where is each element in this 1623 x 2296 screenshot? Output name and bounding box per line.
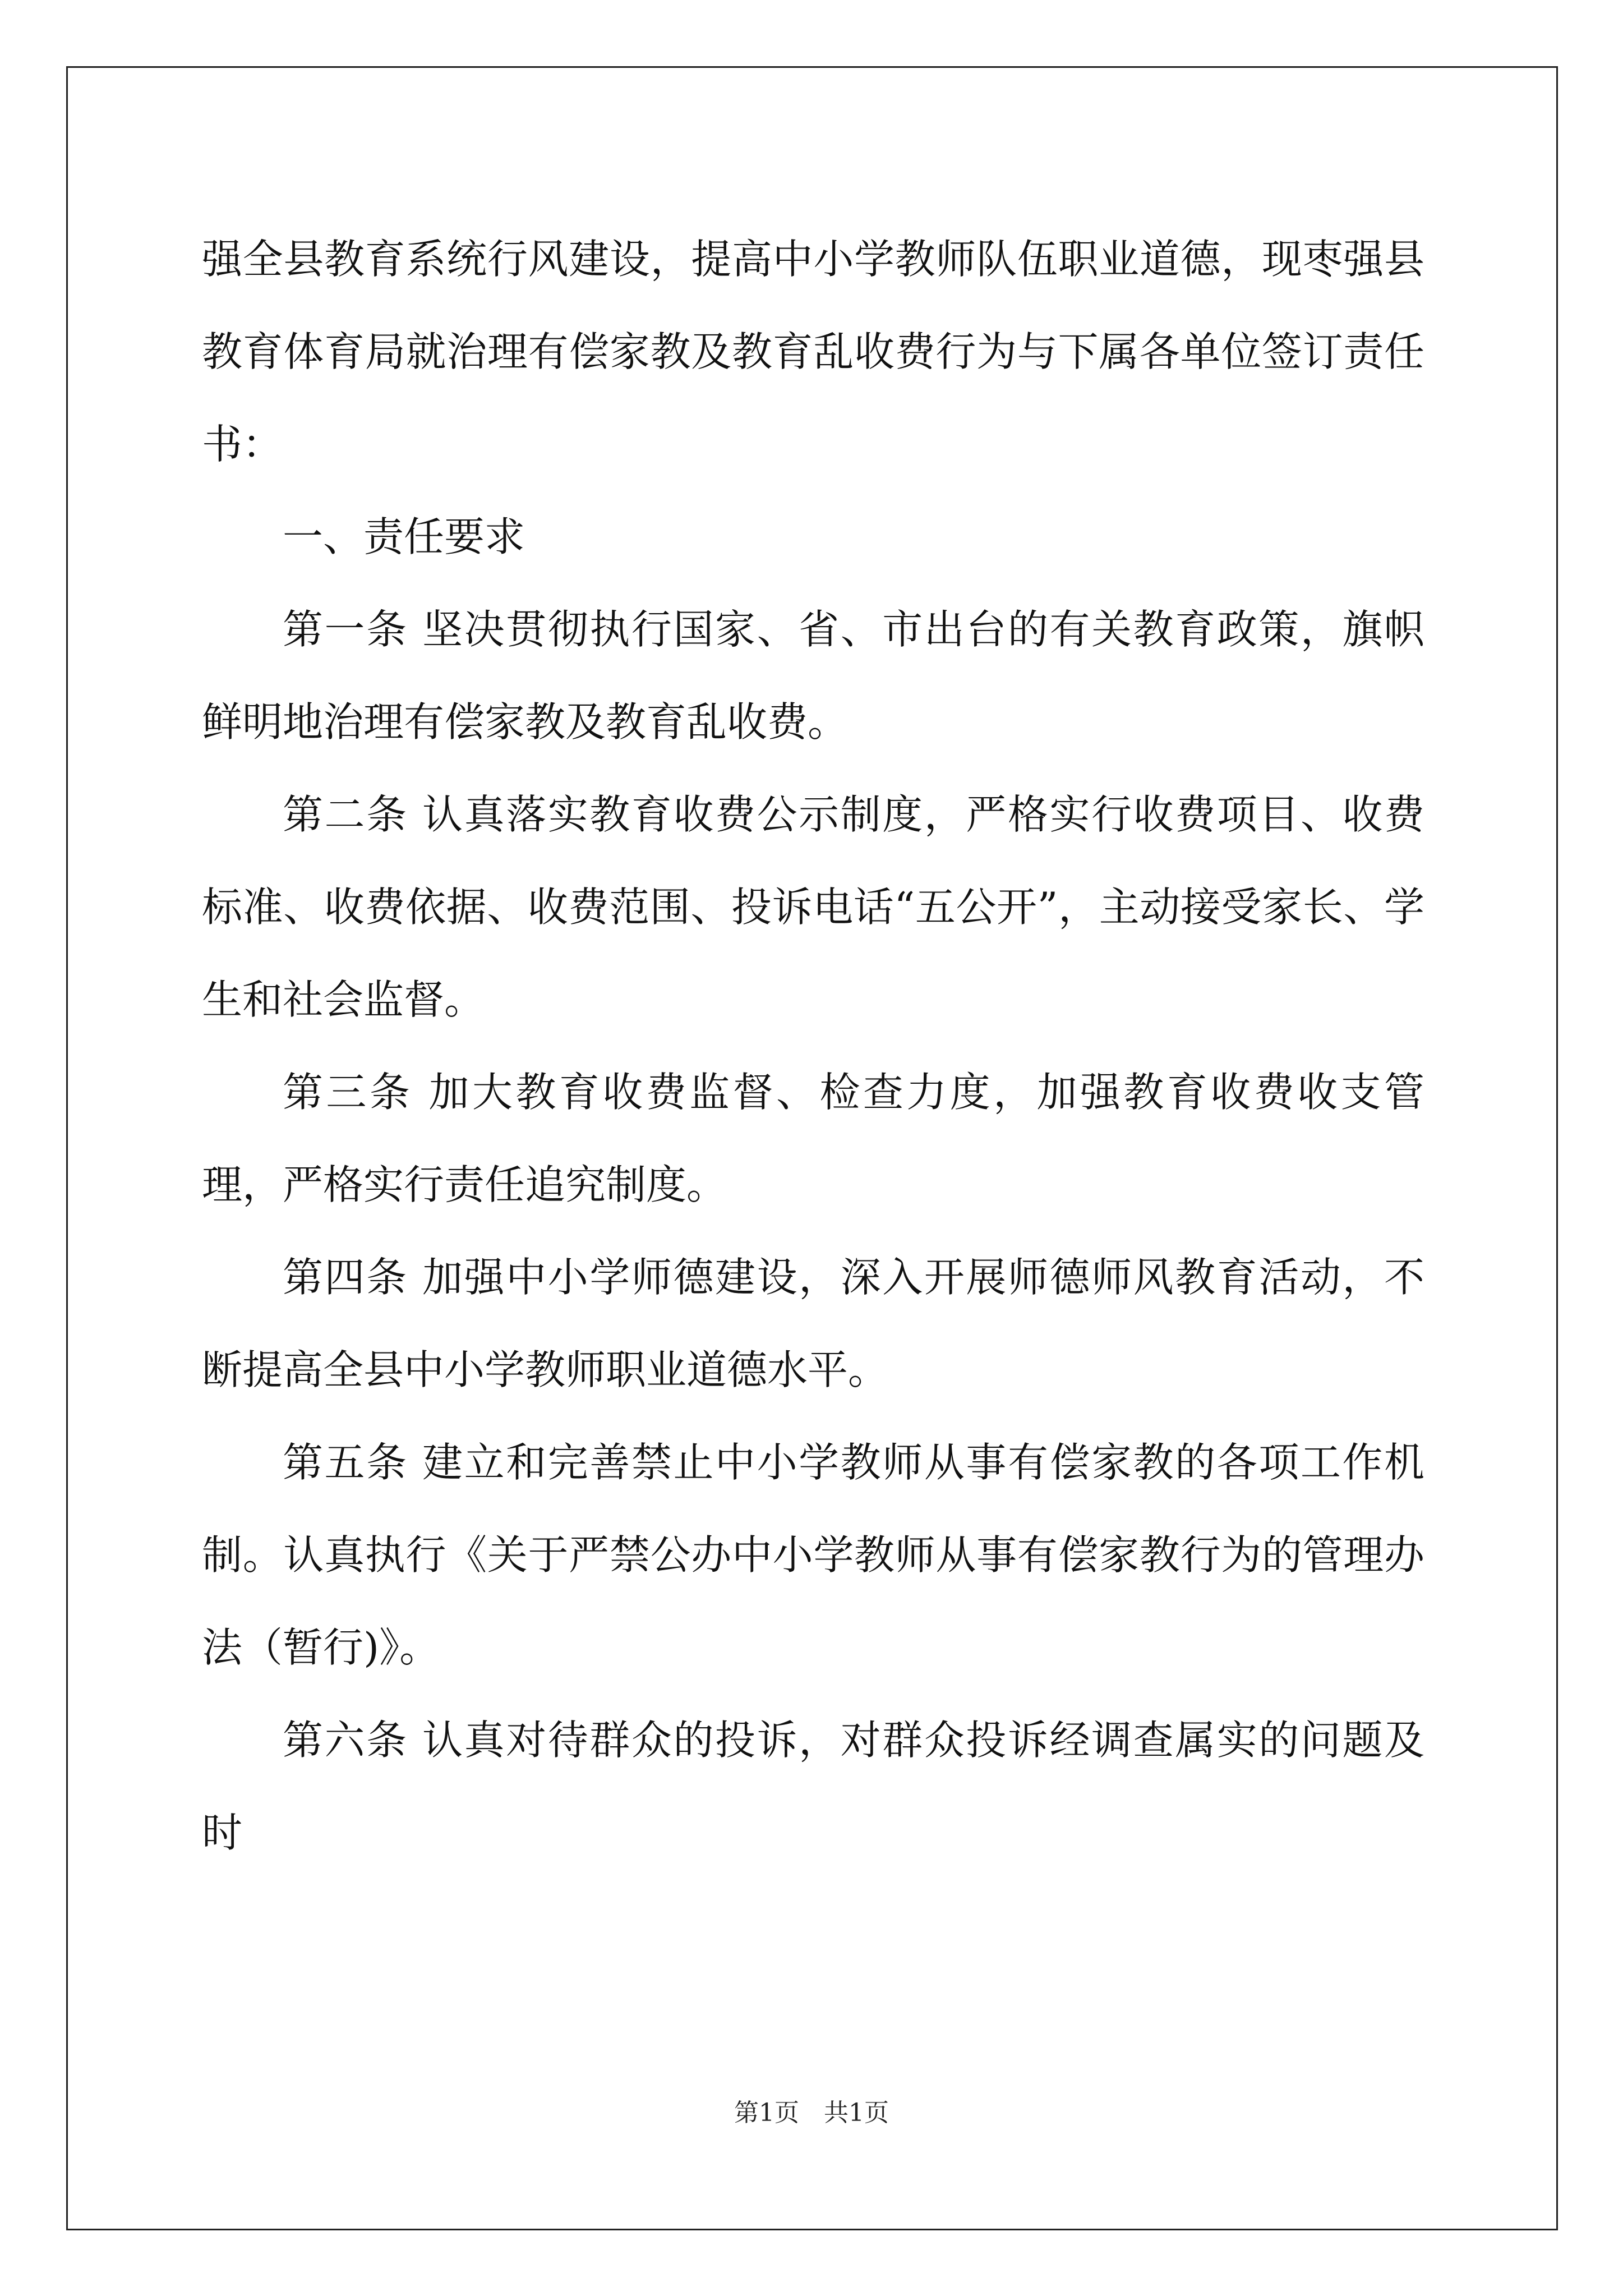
- page-number-footer: 第1页 共1页: [734, 2099, 889, 2127]
- document-body: [202, 213, 1424, 1879]
- paragraph-intro: 强全县教育系统行风建设，提高中小学教师队伍职业道德，现枣强县教育体育局就治理有偿家教及教育乱收费行为与下属各单位签订责任书：: [202, 236, 1424, 468]
- article-3: 第三条 加大教育收费监督、检查力度，加强教育收费收支管理，严格实行责任追究制度。: [202, 1069, 1424, 1208]
- article-5: 第五条 建立和完善禁止中小学教师从事有偿家教的各项工作机制。认真执行《关于严禁公办中小学教师从事有偿家教行为的管理办法（暂行)》。: [202, 1439, 1424, 1671]
- article-2: 第二条 认真落实教育收费公示制度，严格实行收费项目、收费标准、收费依据、收费范围、投诉电话“五公开”，主动接受家长、学生和社会监督。: [202, 791, 1424, 1023]
- article-1: 第一条 坚决贯彻执行国家、省、市出台的有关教育政策，旗帜鲜明地治理有偿家教及教育乱收费。: [202, 606, 1424, 746]
- section-heading-responsibility: 一、责任要求: [283, 513, 525, 560]
- article-4: 第四条 加强中小学师德建设，深入开展师德师风教育活动，不断提高全县中小学教师职业道德水平。: [202, 1254, 1424, 1393]
- article-6: 第六条 认真对待群众的投诉，对群众投诉经调查属实的问题及时: [202, 1717, 1424, 1856]
